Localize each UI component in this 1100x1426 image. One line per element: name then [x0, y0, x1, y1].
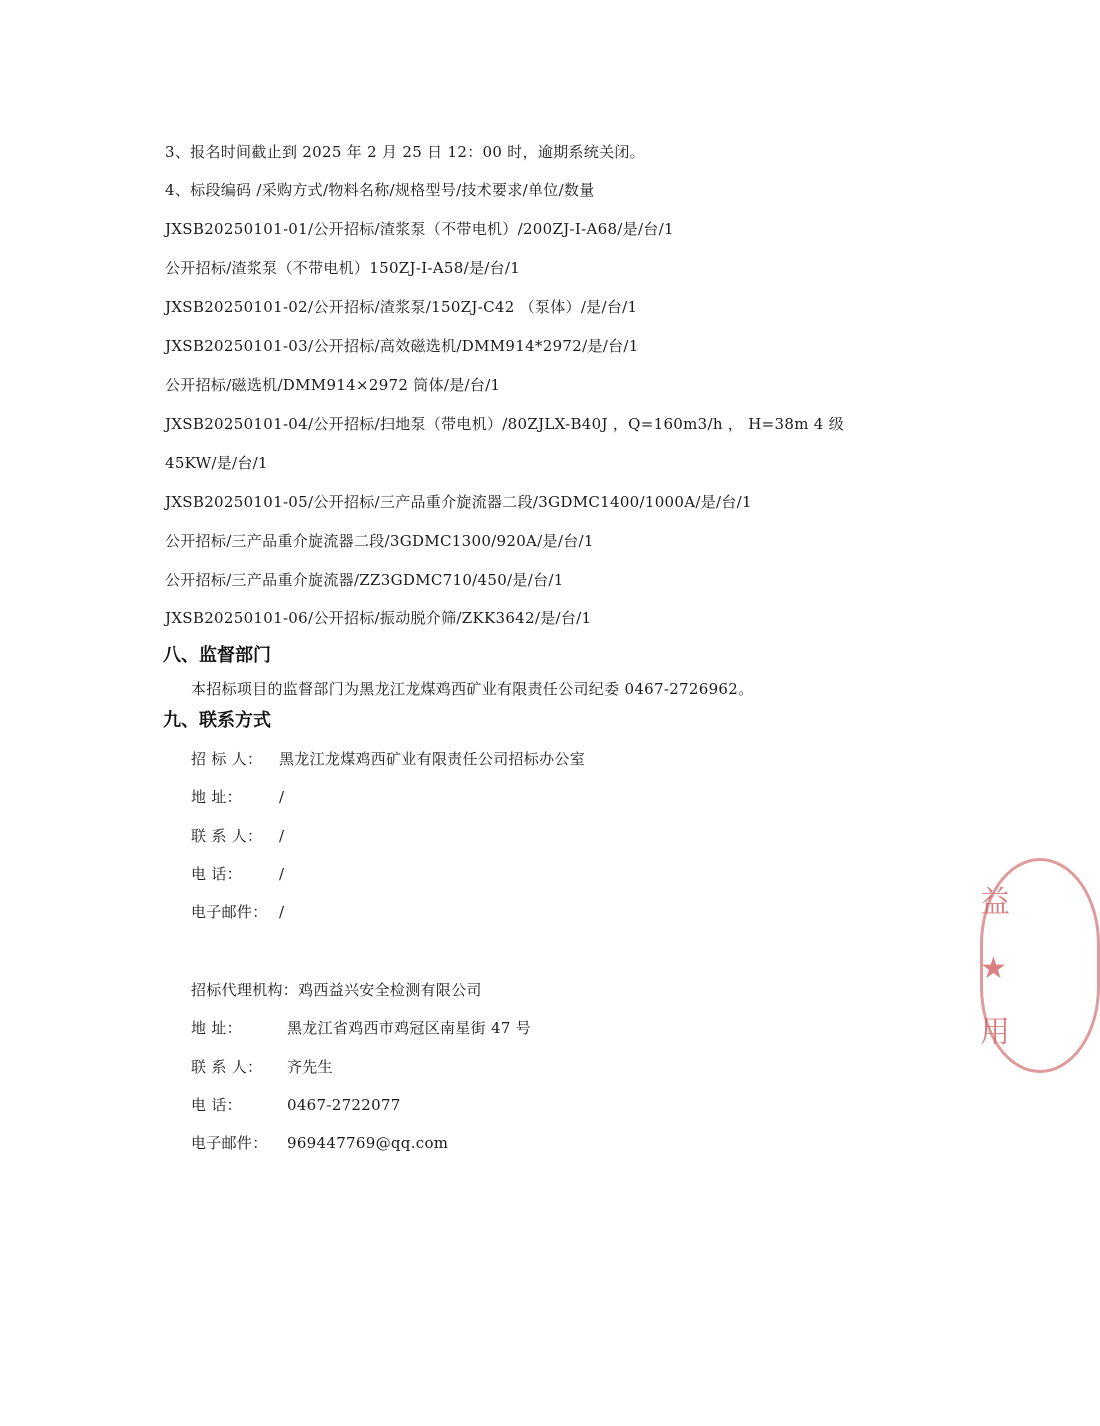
tenderer-contact-row [191, 826, 284, 846]
tenderer-phone-row [191, 864, 284, 884]
agency-address-row [191, 1018, 531, 1038]
field-label: 联 系 人： [191, 827, 263, 845]
section8-title: 八、监督部门 [163, 645, 271, 666]
lot-line: JXSB20250101-04/公开招标/扫地泵（带电机）/80ZJLX-B40J ，Q=160m3/h ， H=38m 4 级 [165, 415, 844, 433]
field-value: / [279, 788, 285, 806]
field-label: 电 话： [191, 1096, 242, 1114]
agency-phone-row [191, 1095, 401, 1115]
seal-star-icon: ★ [980, 951, 1007, 986]
field-label: 电子邮件： [191, 1134, 268, 1152]
lot-line: JXSB20250101-01/公开招标/渣浆泵（不带电机）/200ZJ-I-A68/是/台/1 [165, 220, 674, 238]
field-value: / [279, 865, 285, 883]
lot-line: 公开招标/三产品重介旋流器/ZZ3GDMC710/450/是/台/1 [165, 571, 564, 589]
field-label: 地 址： [191, 788, 242, 806]
lot-line: JXSB20250101-05/公开招标/三产品重介旋流器二段/3GDMC1400/1000A/是/台/1 [165, 493, 752, 511]
field-label: 招 标 人： [191, 750, 263, 768]
registration-deadline: 3、报名时间截止到 2025 年 2 月 25 日 12：00 时，逾期系统关闭。 [165, 143, 645, 161]
lot-line: 公开招标/三产品重介旋流器二段/3GDMC1300/920A/是/台/1 [165, 532, 594, 550]
field-label: 招标代理机构： [191, 981, 299, 999]
lot-line: JXSB20250101-06/公开招标/振动脱介筛/ZKK3642/是/台/1 [165, 609, 592, 627]
field-value: / [279, 903, 285, 921]
seal-glyph: 益 [980, 885, 1010, 920]
supervision-text: 本招标项目的监督部门为黑龙江龙煤鸡西矿业有限责任公司纪委 0467-2726962。 [191, 680, 754, 698]
agency-email-row [191, 1133, 448, 1153]
tenderer-name-row [191, 749, 585, 769]
field-value: 齐先生 [287, 1058, 333, 1076]
lot-line: 公开招标/磁选机/DMM914×2972 筒体/是/台/1 [165, 376, 501, 394]
lot-line: JXSB20250101-03/公开招标/高效磁选机/DMM914*2972/是/台/1 [165, 337, 639, 355]
tenderer-address-row [191, 787, 284, 807]
lot-line: 45KW/是/台/1 [165, 454, 268, 472]
lot-line: JXSB20250101-02/公开招标/渣浆泵/150ZJ-C42 （泵体）/是/台/1 [165, 298, 638, 316]
field-value: 969447769@qq.com [287, 1134, 449, 1152]
field-value: 0467-2722077 [287, 1096, 401, 1114]
section9-title: 九、联系方式 [163, 710, 271, 731]
agency-contact-row [191, 1057, 333, 1077]
field-value: 黑龙江省鸡西市鸡冠区南星街 47 号 [287, 1019, 532, 1037]
official-seal-stamp [972, 858, 1010, 1073]
lot-line: 公开招标/渣浆泵（不带电机）150ZJ-I-A58/是/台/1 [165, 259, 521, 277]
field-value: 鸡西益兴安全检测有限公司 [298, 981, 482, 999]
field-value: / [279, 827, 285, 845]
lot-header: 4、标段编码 /采购方式/物料名称/规格型号/技术要求/单位/数量 [165, 181, 595, 199]
field-value: 黑龙江龙煤鸡西矿业有限责任公司招标办公室 [279, 750, 586, 768]
tenderer-email-row [191, 902, 284, 922]
field-label: 电子邮件： [191, 903, 268, 921]
field-label: 地 址： [191, 1019, 242, 1037]
field-label: 电 话： [191, 865, 242, 883]
agency-name-row [191, 980, 482, 1000]
seal-glyph: 用 [980, 1015, 1010, 1050]
field-label: 联 系 人： [191, 1058, 263, 1076]
